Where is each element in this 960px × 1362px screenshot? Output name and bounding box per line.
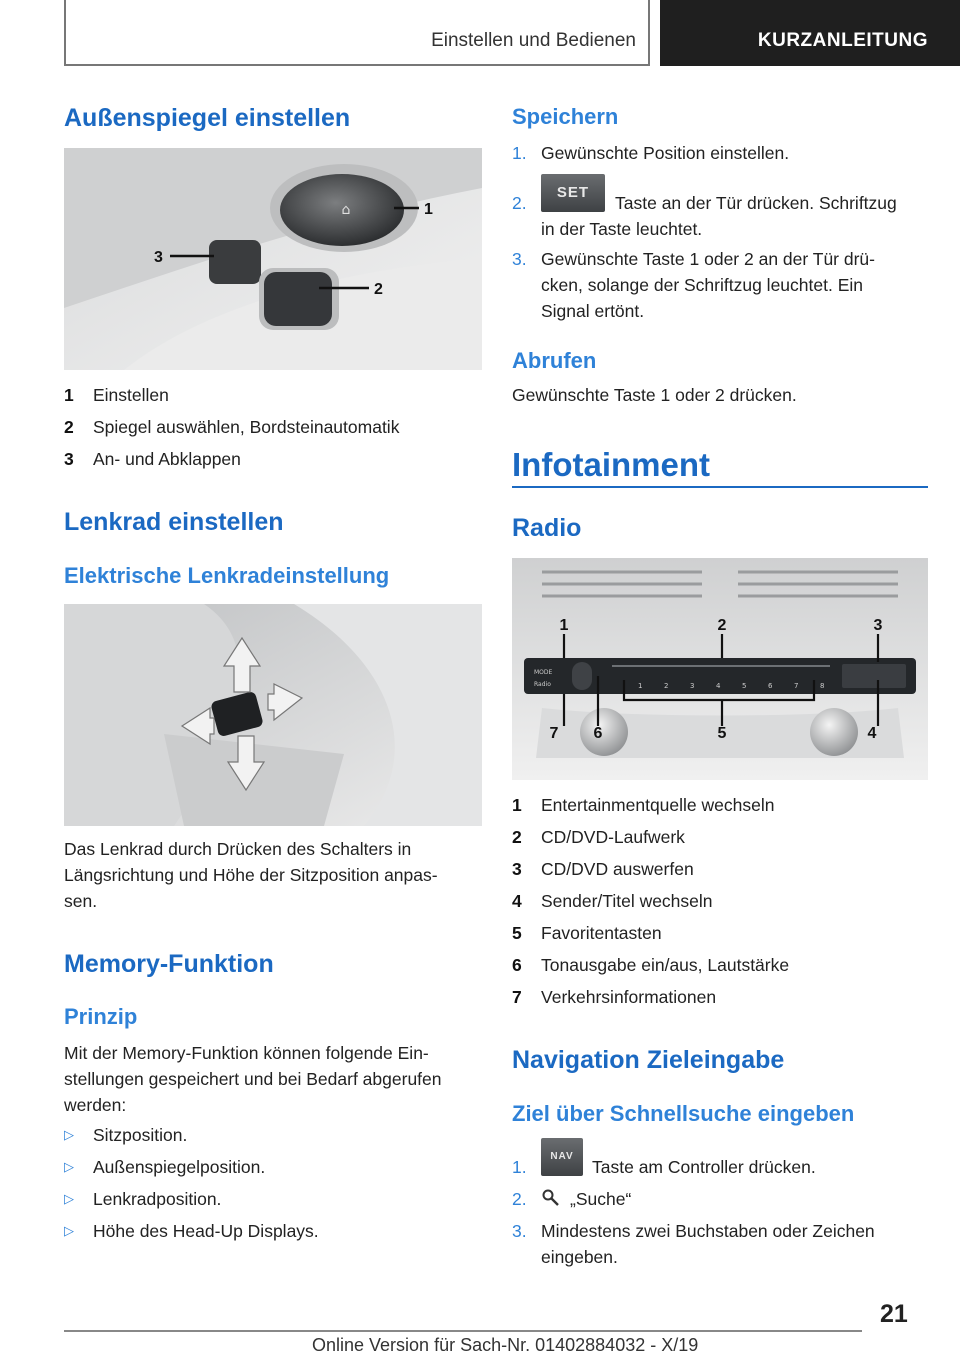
bullet-triangle-icon: ▷	[64, 1191, 74, 1206]
infotainment-rule	[512, 486, 928, 488]
mirror-callout-3: 3	[154, 249, 163, 266]
radio-radio-label: Radio	[534, 681, 551, 688]
save-step-2: 2. SET Taste an der Tür drücken. Schriftzug in der Taste leuchtet.	[512, 174, 928, 234]
set-key-icon: SET	[541, 174, 605, 212]
radio-panel-image	[512, 558, 928, 780]
steering-heading: Lenkrad einstellen	[64, 508, 284, 536]
navigation-heading: Navigation Zieleingabe	[512, 1046, 785, 1074]
save-subheading: Speichern	[512, 104, 619, 129]
mirror-control-image	[64, 148, 482, 370]
header-frame-right	[648, 0, 650, 66]
search-icon	[541, 1188, 561, 1215]
radio-preset-8: 8	[820, 682, 825, 690]
radio-preset-2: 2	[664, 682, 669, 690]
radio-preset-1: 1	[638, 682, 643, 690]
principle-subheading: Prinzip	[64, 1004, 138, 1029]
steering-text-line-1: Das Lenkrad durch Drücken des Schalters in	[64, 839, 412, 859]
radio-preset-6: 6	[768, 682, 773, 690]
radio-callout-5: 5	[717, 725, 727, 742]
radio-preset-3: 3	[690, 682, 695, 690]
radio-callout-7: 7	[549, 725, 559, 742]
bullet-triangle-icon: ▷	[64, 1159, 74, 1174]
recall-subheading: Abrufen	[512, 348, 597, 373]
header-frame-left	[64, 0, 66, 66]
header-section-title: Einstellen und Bedienen	[431, 30, 636, 51]
mirror-control-illustration	[64, 148, 482, 370]
bullet-triangle-icon: ▷	[64, 1223, 74, 1238]
radio-callout-4: 4	[867, 725, 877, 742]
mirror-heading: Außenspiegel einstellen	[64, 104, 351, 132]
radio-callout-3: 3	[873, 617, 883, 634]
steering-subheading: Elektrische Lenkradeinstellung	[64, 563, 390, 588]
bullet-triangle-icon: ▷	[64, 1127, 74, 1142]
footer-online-version: Online Version für Sach-Nr. 01402884032 - X/19	[312, 1335, 699, 1355]
radio-heading: Radio	[512, 514, 582, 542]
principle-text-line-3: werden:	[64, 1095, 127, 1115]
radio-panel-illustration	[512, 558, 928, 780]
radio-callout-1: 1	[559, 617, 569, 634]
nav-step-1: 1. NAV Taste am Controller drücken.	[512, 1138, 928, 1178]
footer-rule	[64, 1330, 862, 1332]
recall-text: Gewünschte Taste 1 oder 2 drücken.	[512, 385, 797, 405]
header-chapter-label: KURZANLEITUNG	[757, 30, 928, 51]
radio-mode-label: MODE	[534, 669, 553, 676]
steering-switch-illustration	[64, 604, 482, 826]
steering-switch-image	[64, 604, 482, 826]
infotainment-heading: Infotainment	[512, 446, 710, 483]
radio-callout-2: 2	[717, 617, 727, 634]
header-chapter-tab	[660, 0, 960, 66]
radio-callout-6: 6	[593, 725, 603, 742]
memory-heading: Memory-Funktion	[64, 950, 274, 978]
radio-preset-7: 7	[794, 682, 799, 690]
principle-text-line-2: stellungen gespeichert und bei Bedarf abgerufen	[64, 1069, 442, 1089]
mirror-callout-1: 1	[424, 201, 433, 218]
steering-text-line-2: Längsrichtung und Höhe der Sitzposition anpas-	[64, 865, 438, 885]
page-number: 21	[880, 1300, 908, 1328]
navigation-subheading: Ziel über Schnellsuche eingeben	[512, 1101, 855, 1126]
steering-text-line-3: sen.	[64, 891, 98, 911]
radio-preset-4: 4	[716, 682, 721, 690]
header-frame-bottom	[64, 64, 650, 66]
principle-text-line-1: Mit der Memory-Funktion können folgende Ein-	[64, 1043, 429, 1063]
nav-key-icon: NAV	[541, 1138, 583, 1176]
svg-text:⌂: ⌂	[341, 202, 351, 218]
mirror-callout-2: 2	[374, 281, 383, 298]
radio-preset-5: 5	[742, 682, 747, 690]
